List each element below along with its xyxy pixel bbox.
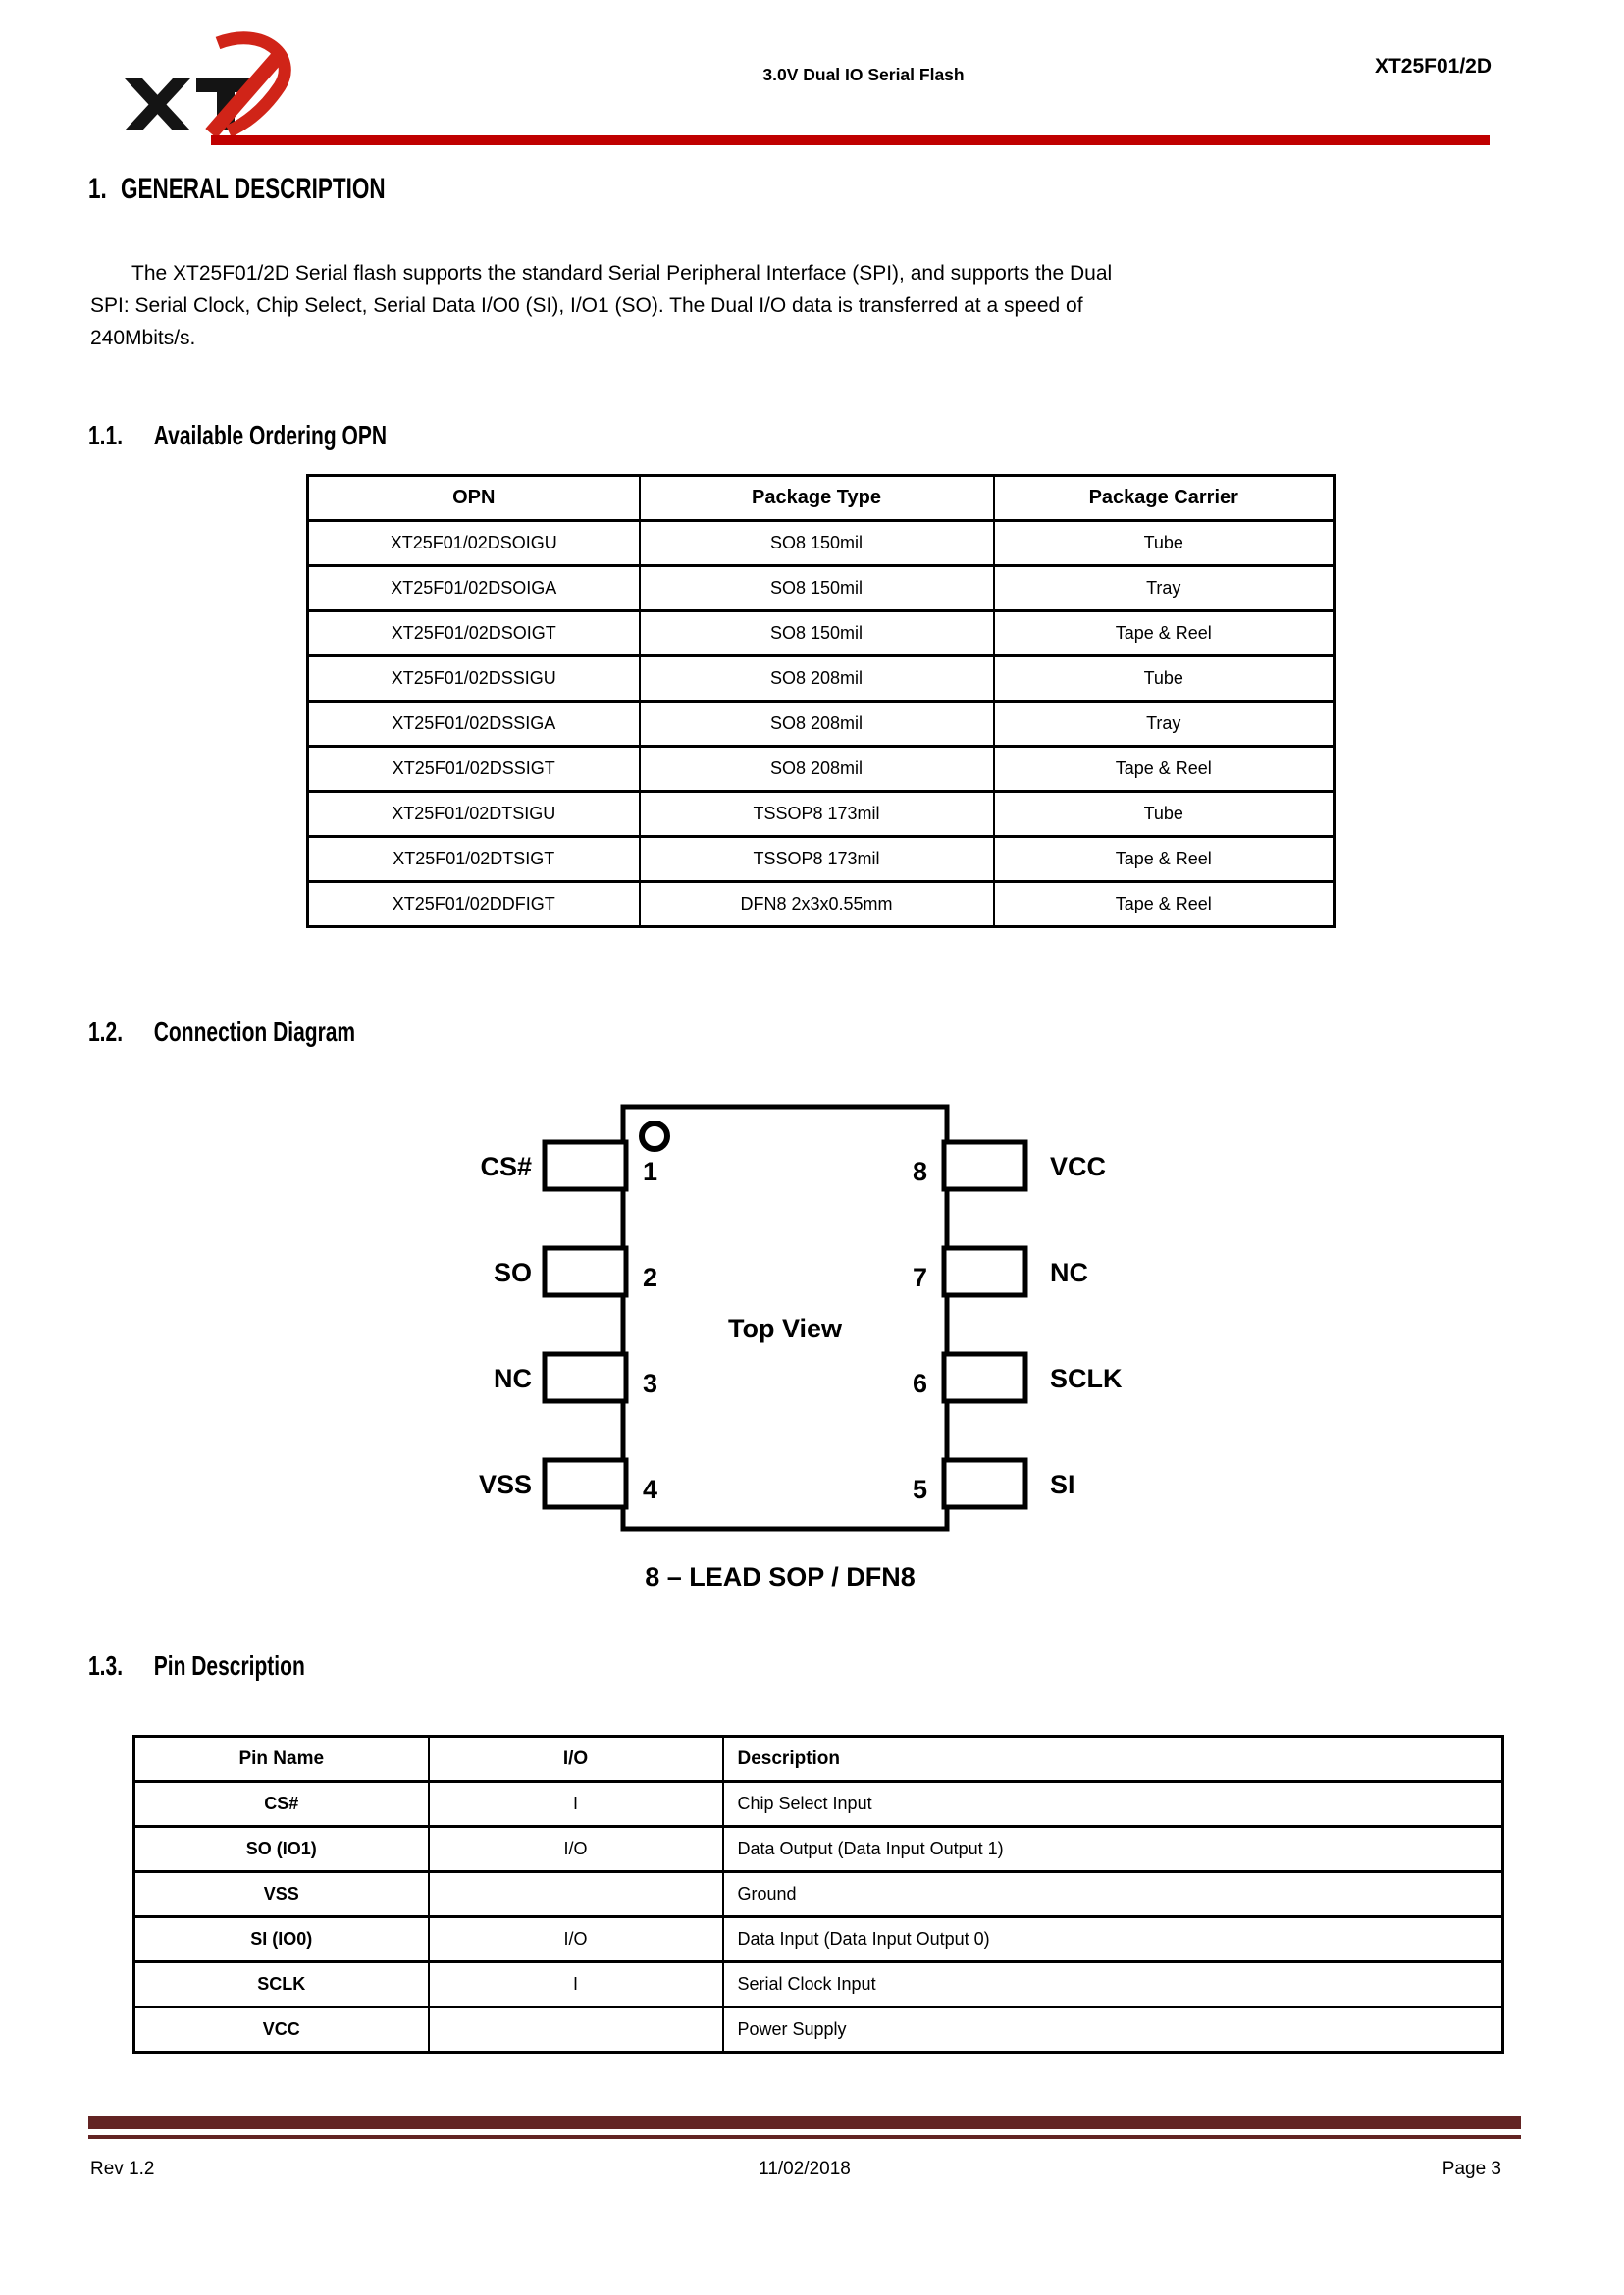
table-row [134, 2008, 1503, 2053]
opn-cell: XT25F01/02DTSIGU [308, 792, 640, 837]
pin-description-table [132, 1735, 1504, 2054]
opn-cell: XT25F01/02DSSIGA [308, 702, 640, 747]
package-carrier-cell: Tape & Reel [994, 611, 1335, 656]
package-carrier-cell: Tube [994, 656, 1335, 702]
table-row [308, 792, 1335, 837]
section-title: GENERAL DESCRIPTION [121, 173, 386, 205]
package-type-cell: SO8 208mil [640, 747, 994, 792]
pin-number-1: 1 [643, 1157, 658, 1186]
table-row [308, 702, 1335, 747]
pin-name-cell: SO (IO1) [134, 1827, 429, 1872]
io-cell: I [429, 1782, 723, 1827]
paragraph-line: SPI: Serial Clock, Chip Select, Serial Data I/O0 (SI), I/O1 (SO). The Dual I/O data is transferred at a speed of [90, 294, 1083, 317]
footer-revision: Rev 1.2 [90, 2159, 155, 2179]
table-row [308, 566, 1335, 611]
opn-cell: XT25F01/02DSOIGU [308, 521, 640, 566]
package-carrier-cell: Tube [994, 521, 1335, 566]
section-1-3-heading [88, 1650, 305, 1682]
section-number: 1.1. [88, 420, 124, 450]
package-type-cell: TSSOP8 173mil [640, 837, 994, 882]
pin-pad-1 [545, 1142, 626, 1189]
pin-name-cell: CS# [134, 1782, 429, 1827]
pin-label-vcc: VCC [1050, 1152, 1107, 1181]
package-carrier-cell: Tape & Reel [994, 747, 1335, 792]
description-cell: Serial Clock Input [723, 1962, 1503, 2008]
pin-pad-2 [545, 1248, 626, 1295]
io-cell [429, 2008, 723, 2053]
top-view-label: Top View [727, 1314, 843, 1343]
pin-name-cell: SCLK [134, 1962, 429, 2008]
pin-number-4: 4 [643, 1475, 658, 1504]
part-number: XT25F01/2D [1374, 55, 1492, 78]
table-row [308, 747, 1335, 792]
opn-cell: XT25F01/02DSOIGA [308, 566, 640, 611]
column-header-opn: OPN [308, 476, 640, 521]
description-cell: Power Supply [723, 2008, 1503, 2053]
pin-number-5: 5 [912, 1475, 927, 1504]
section-1-1-heading [88, 420, 387, 451]
section-1-2-heading [88, 1017, 355, 1048]
package-carrier-cell: Tray [994, 702, 1335, 747]
section-number: 1.3. [88, 1650, 124, 1681]
pin-label-nc3: NC [494, 1364, 532, 1393]
table-row [134, 1962, 1503, 2008]
package-type-cell: SO8 150mil [640, 611, 994, 656]
section-title: Pin Description [153, 1650, 305, 1681]
package-carrier-cell: Tape & Reel [994, 882, 1335, 927]
opn-cell: XT25F01/02DSSIGT [308, 747, 640, 792]
pin-number-2: 2 [643, 1263, 658, 1292]
pin-pad-8 [944, 1142, 1025, 1189]
table-row [308, 656, 1335, 702]
pin-label-sclk: SCLK [1050, 1364, 1123, 1393]
pin-number-8: 8 [912, 1157, 927, 1186]
description-cell: Data Input (Data Input Output 0) [723, 1917, 1503, 1962]
footer-page-number: Page 3 [1441, 2159, 1501, 2179]
section-number: 1. [88, 173, 107, 205]
description-cell: Data Output (Data Input Output 1) [723, 1827, 1503, 1872]
opn-cell: XT25F01/02DSSIGU [308, 656, 640, 702]
column-header-pin-name: Pin Name [134, 1737, 429, 1782]
package-carrier-cell: Tape & Reel [994, 837, 1335, 882]
diagram-caption: 8 – LEAD SOP / DFN8 [645, 1562, 916, 1591]
package-type-cell: SO8 150mil [640, 521, 994, 566]
table-row [308, 611, 1335, 656]
pin-label-si: SI [1050, 1470, 1075, 1499]
pin-pad-5 [944, 1460, 1025, 1507]
pin-number-3: 3 [643, 1369, 658, 1398]
column-header-description: Description [723, 1737, 1503, 1782]
pin-number-7: 7 [912, 1263, 927, 1292]
pin-number-6: 6 [912, 1369, 927, 1398]
pin-label-vss: VSS [478, 1470, 532, 1499]
io-cell [429, 1872, 723, 1917]
opn-cell: XT25F01/02DSOIGT [308, 611, 640, 656]
pin-name-cell: VCC [134, 2008, 429, 2053]
pin-pad-3 [545, 1354, 626, 1401]
pin-table-header-row [134, 1737, 1503, 1782]
table-row [134, 1827, 1503, 1872]
package-carrier-cell: Tray [994, 566, 1335, 611]
table-row [134, 1872, 1503, 1917]
opn-table-header-row [308, 476, 1335, 521]
section-1-heading [88, 173, 386, 206]
column-header-io: I/O [429, 1737, 723, 1782]
io-cell: I [429, 1962, 723, 2008]
package-type-cell: TSSOP8 173mil [640, 792, 994, 837]
section-title: Connection Diagram [153, 1017, 356, 1047]
package-type-cell: SO8 208mil [640, 702, 994, 747]
package-type-cell: SO8 150mil [640, 566, 994, 611]
xtx-logo-icon [95, 29, 306, 135]
opn-cell: XT25F01/02DTSIGT [308, 837, 640, 882]
description-cell: Chip Select Input [723, 1782, 1503, 1827]
io-cell: I/O [429, 1917, 723, 1962]
table-row [134, 1917, 1503, 1962]
section-title: Available Ordering OPN [153, 420, 388, 450]
paragraph-line: 240Mbits/s. [90, 327, 196, 349]
table-row [308, 837, 1335, 882]
section-number: 1.2. [88, 1017, 124, 1047]
package-type-cell: SO8 208mil [640, 656, 994, 702]
footer-rule-thick [88, 2116, 1521, 2129]
pin-label-nc7: NC [1050, 1258, 1088, 1287]
pin-name-cell: SI (IO0) [134, 1917, 429, 1962]
opn-table [306, 474, 1336, 928]
connection-diagram [422, 1087, 1207, 1548]
pin-pad-6 [944, 1354, 1025, 1401]
footer-rule-thin [88, 2135, 1521, 2139]
paragraph-line: The XT25F01/2D Serial flash supports the standard Serial Peripheral Interface (SPI), and supports the Dual [131, 262, 1113, 285]
package-type-cell: DFN8 2x3x0.55mm [640, 882, 994, 927]
table-row [308, 882, 1335, 927]
pin-label-cs: CS# [480, 1152, 532, 1181]
doc-title: 3.0V Dual IO Serial Flash [762, 65, 965, 84]
column-header-package-carrier: Package Carrier [994, 476, 1335, 521]
pin-name-cell: VSS [134, 1872, 429, 1917]
column-header-package-type: Package Type [640, 476, 994, 521]
pin-label-so: SO [493, 1258, 532, 1287]
footer-date: 11/02/2018 [759, 2159, 851, 2179]
description-cell: Ground [723, 1872, 1503, 1917]
pin-pad-7 [944, 1248, 1025, 1295]
opn-cell: XT25F01/02DDFIGT [308, 882, 640, 927]
header-rule [211, 135, 1490, 145]
table-row [308, 521, 1335, 566]
io-cell: I/O [429, 1827, 723, 1872]
pin-pad-4 [545, 1460, 626, 1507]
package-carrier-cell: Tube [994, 792, 1335, 837]
table-row [134, 1782, 1503, 1827]
general-description-paragraph [90, 257, 1493, 354]
